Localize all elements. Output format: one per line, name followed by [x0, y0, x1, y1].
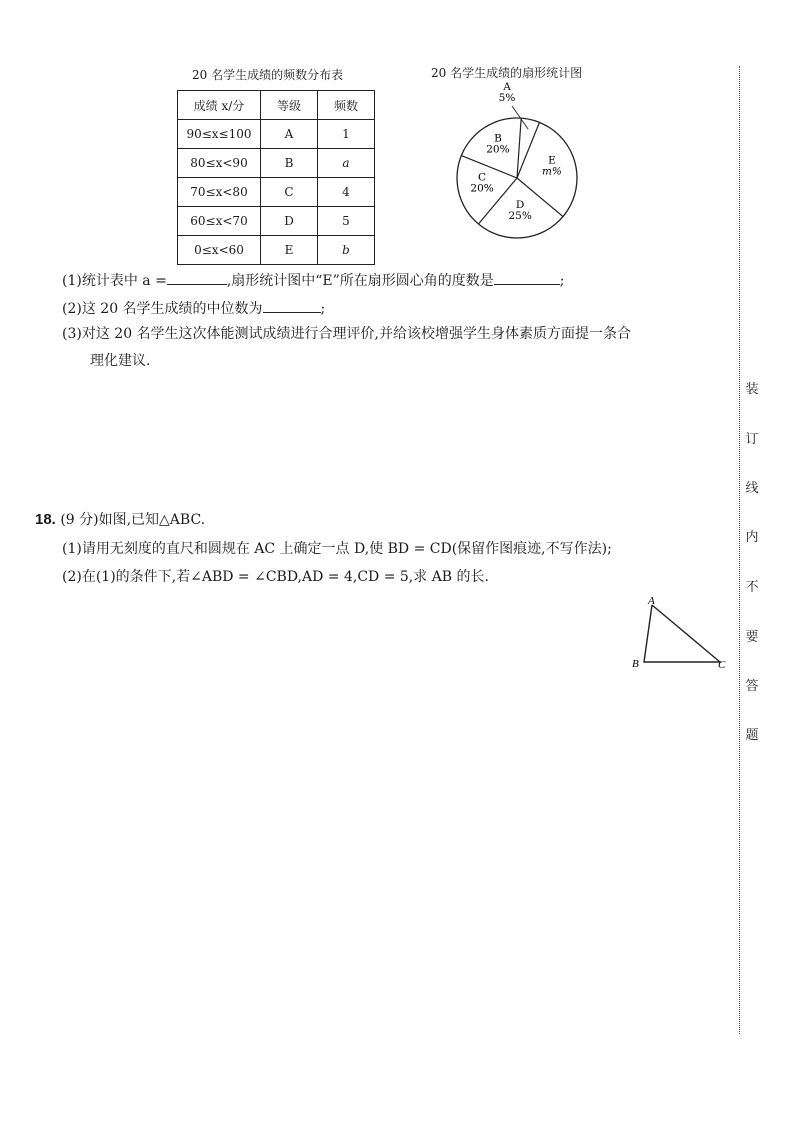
pie-chart	[440, 80, 600, 240]
pie-label-b: B	[494, 132, 502, 145]
vertex-b-label: B	[632, 658, 639, 670]
cell-score: 70≤x<80	[178, 178, 261, 207]
cell-grade: B	[261, 149, 318, 178]
answer-blank[interactable]	[494, 284, 560, 285]
q17-part2-text: (2)这 20 名学生成绩的中位数为	[62, 301, 263, 317]
q17-part1-text-b: ,扇形统计图中“E”所在扇形圆心角的度数是	[226, 273, 494, 289]
table-row	[178, 236, 375, 265]
table-row	[178, 207, 375, 236]
binding-char: 答	[745, 679, 759, 694]
q17-part2-end: ;	[320, 301, 326, 317]
q18-intro: (9 分)如图,已知△ABC.	[60, 512, 206, 528]
cell-count: a	[318, 149, 375, 178]
binding-char: 装	[745, 382, 759, 397]
binding-char: 题	[745, 728, 759, 743]
cell-grade: E	[261, 236, 318, 265]
header-count: 频数	[318, 91, 375, 120]
pie-value-e: m%	[541, 165, 562, 178]
cell-score: 90≤x≤100	[178, 120, 261, 149]
cell-count: 4	[318, 178, 375, 207]
answer-blank[interactable]	[263, 312, 321, 313]
cell-grade: A	[261, 120, 318, 149]
answer-blank[interactable]	[167, 284, 227, 285]
pie-value-d: 25%	[508, 209, 532, 222]
cell-score: 80≤x<90	[178, 149, 261, 178]
cell-score: 0≤x<60	[178, 236, 261, 265]
table-row	[178, 178, 375, 207]
triangle-abc	[644, 605, 720, 662]
cell-count: b	[318, 236, 375, 265]
question-number: 18.	[35, 511, 56, 528]
q18-part1: (1)请用无刻度的直尺和圆规在 AC 上确定一点 D,使 BD = CD(保留作图痕迹,不写作法);	[62, 541, 612, 557]
cell-count: 1	[318, 120, 375, 149]
cell-grade: D	[261, 207, 318, 236]
pie-title: 20 名学生成绩的扇形统计图	[431, 66, 583, 80]
vertex-c-label: C	[718, 659, 726, 671]
table-row	[178, 149, 375, 178]
pie-label-a: A	[503, 81, 511, 93]
q17-part1	[62, 270, 565, 290]
q17-part1-end: ;	[559, 273, 565, 289]
pie-label-c: C	[478, 171, 487, 184]
cell-count: 5	[318, 207, 375, 236]
q17-part3-line1: (3)对这 20 名学生这次体能测试成绩进行合理评价,并给该校增强学生身体素质方面提一条合	[62, 326, 631, 342]
vertex-a-label: A	[648, 595, 655, 607]
header-grade: 等级	[261, 91, 318, 120]
pie-label-e: E	[548, 154, 556, 167]
pie-label-d: D	[515, 198, 525, 211]
pie-value-a: 5%	[498, 92, 516, 104]
q18-header	[35, 509, 205, 529]
binding-char: 订	[745, 432, 759, 447]
binding-char: 要	[745, 630, 759, 645]
q17-part3-line2: 理化建议.	[90, 353, 151, 369]
binding-line	[739, 66, 740, 1034]
binding-char: 不	[745, 580, 759, 595]
header-score: 成绩 x/分	[178, 91, 261, 120]
cell-grade: C	[261, 178, 318, 207]
q18-part2: (2)在(1)的条件下,若∠ABD = ∠CBD,AD = 4,CD = 5,求 AB 的长.	[62, 569, 489, 585]
triangle-figure	[625, 590, 735, 675]
table-title: 20 名学生成绩的频数分布表	[192, 68, 344, 82]
cell-score: 60≤x<70	[178, 207, 261, 236]
frequency-table	[177, 90, 375, 265]
binding-char: 内	[745, 530, 759, 545]
pie-slice-b-boundary	[461, 156, 517, 178]
table-header-row	[178, 91, 375, 120]
pie-value-b: 20%	[486, 143, 510, 156]
table-row	[178, 120, 375, 149]
q17-part2	[62, 298, 325, 318]
binding-char: 线	[745, 481, 759, 496]
q17-part1-text-a: (1)统计表中 a =	[62, 273, 167, 289]
pie-value-c: 20%	[470, 182, 494, 195]
